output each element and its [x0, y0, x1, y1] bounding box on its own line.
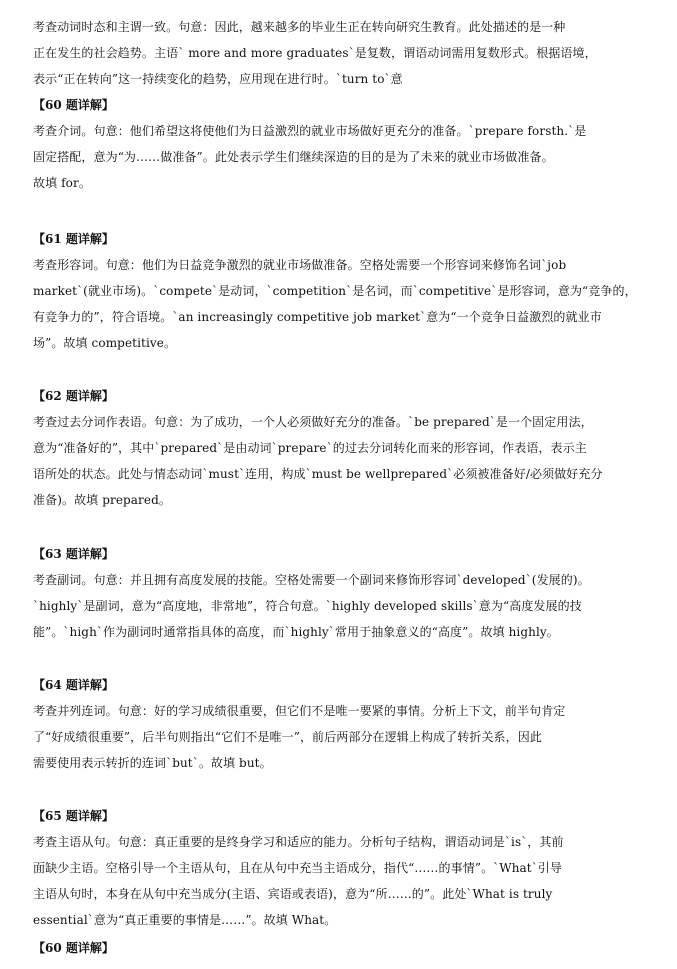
section-line: 固定搭配，意为“为……做准备”。此处表示学生们继续深造的目的是为了未来的就业市场做准备。 [33, 150, 554, 164]
section-heading: 【63 题详解】 [33, 547, 114, 561]
intro-paragraph [33, 14, 645, 92]
intro-line: 考查动词时态和主谓一致。句意：因此，越来越多的毕业生正在转向研究生教育。此处描述的是一种 [33, 20, 566, 34]
section-heading: 【61 题详解】 [33, 232, 114, 246]
intro-line: 表示“正在转向”这一持续变化的趋势，应用现在进行时。`turn to`意 [33, 72, 403, 86]
section-line: 考查介词。句意：他们希望这将使他们为日益激烈的就业市场做好更充分的准备。`prepare forsth.`是 [33, 124, 587, 138]
intro-line: 正在发生的社会趋势。主语` more and more graduates`是复数，谓语动词需用复数形式。根据语境， [33, 46, 597, 60]
section-line: 准备)。故填 prepared。 [33, 493, 171, 507]
footer-section [33, 935, 645, 961]
section-line: 需要使用表示转折的连词`but`。故填 but。 [33, 756, 272, 770]
section-heading: 【65 题详解】 [33, 809, 114, 823]
section-63 [33, 541, 645, 645]
section-line: 主语从句时，本身在从句中充当成分(主语、宾语或表语)，意为“所……的”。此处`What is truly [33, 887, 553, 901]
section-60 [33, 92, 645, 196]
section-line: 有竞争力的”，符合语境。`an increasingly competitive job market`意为“一个竞争日益激烈的就业市 [33, 310, 602, 324]
section-line: 语所处的状态。此处与情态动词`must`连用，构成`must be wellprepared`必须被准备好/必须做好充分 [33, 467, 603, 481]
section-line: 考查主语从句。句意：真正重要的是终身学习和适应的能力。分析句子结构，谓语动词是`is`，其前 [33, 835, 564, 849]
section-line: 能”。`high`作为副词时通常指具体的高度，而`highly`常用于抽象意义的“高度”。故填 highly。 [33, 625, 559, 639]
section-line: 考查形容词。句意：他们为日益竞争激烈的就业市场做准备。空格处需要一个形容词来修饰名词`job [33, 258, 567, 272]
section-line: 考查过去分词作表语。句意：为了成功，一个人必须做好充分的准备。`be prepared`是一个固定用法， [33, 415, 593, 429]
section-65 [33, 803, 645, 933]
section-line: 场”。故填 competitive。 [33, 336, 177, 350]
section-62 [33, 383, 645, 513]
section-heading: 【62 题详解】 [33, 389, 114, 403]
section-line: 故填 for。 [33, 176, 91, 190]
section-line: 考查副词。句意：并且拥有高度发展的技能。空格处需要一个副词来修饰形容词`developed`(发展的)。 [33, 573, 590, 587]
section-heading: 【60 题详解】 [33, 941, 114, 955]
section-64 [33, 672, 645, 776]
section-line: 意为“准备好的”，其中`prepared`是由动词`prepare`的过去分词转化而来的形容词，作表语，表示主 [33, 441, 587, 455]
section-61 [33, 226, 645, 356]
section-line: market`(就业市场)。`compete`是动词，`competition`是名词，而`competitive`是形容词，意为“竞争的， [33, 284, 637, 298]
section-heading: 【60 题详解】 [33, 98, 114, 112]
section-heading: 【64 题详解】 [33, 678, 114, 692]
section-line: `highly`是副词，意为“高度地，非常地”，符合句意。`highly developed skills`意为“高度发展的技 [33, 599, 582, 613]
section-line: 考查并列连词。句意：好的学习成绩很重要，但它们不是唯一要紧的事情。分析上下文，前半句肯定 [33, 704, 566, 718]
section-line: essential`意为“真正重要的事情是……”。故填 What。 [33, 913, 337, 927]
section-line: 了“好成绩很重要”，后半句则指出“它们不是唯一”，前后两部分在逻辑上构成了转折关系，因此 [33, 730, 542, 744]
section-line: 面缺少主语。空格引导一个主语从句，且在从句中充当主语成分，指代“……的事情”。`What`引导 [33, 861, 563, 875]
